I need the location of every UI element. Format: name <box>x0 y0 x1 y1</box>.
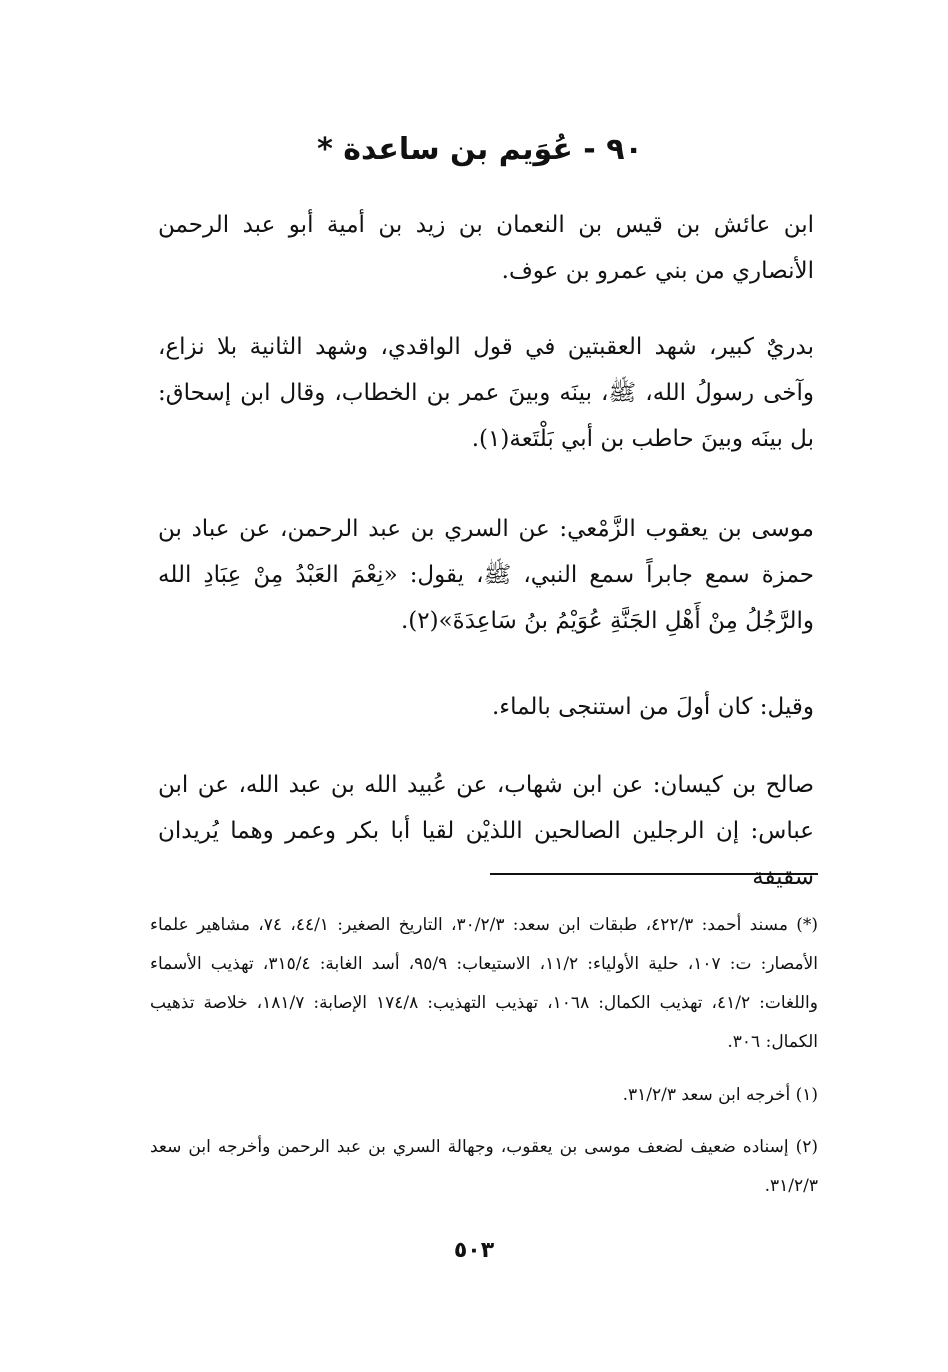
footnote-1: (١) أخرجه ابن سعد ٣١/٢/٣. <box>622 1085 818 1105</box>
footnote-sources: (*) مسند أحمد: ٤٢٢/٣، طبقات ابن سعد: ٣٠/٢/٣، التاريخ الصغير: ٤٤/١، ٧٤، مشاهير علماء الأمصار: ت: ١٠٧، حلية الأولياء: ١١/٢، الاستيعاب: ٩٥/٩، أسد الغابة: ٣١٥/٤، تهذيب الأسماء واللغات: ٤١/٢، تهذيب الكمال: ١٠٦٨، تهذيب التهذيب: ١٧٤/٨ الإصابة: ١٨١/٧، خلاصة تذهيب الكمال: ٣٠٦. <box>150 915 819 1052</box>
page-number: ٥٠٣ <box>453 1238 495 1263</box>
narration-paragraph: صالح بن كيسان: عن ابن شهاب، عن عُبيد الله بن عبد الله، عن ابن عباس: إن الرجلين الصالحين اللذيْن لقيا أبا بكر وعمر وهما يُريدان سقيفة <box>158 772 814 890</box>
footnote-2: (٢) إسناده ضعيف لضعف موسى بن يعقوب، وجهالة السري بن عبد الرحمن وأخرجه ابن سعد ٣١/٢/٣. <box>150 1137 818 1196</box>
footnote-divider <box>490 873 818 875</box>
note-paragraph: وقيل: كان أولَ من استنجى بالماء. <box>491 694 814 720</box>
entry-title: ٩٠ - عُوَيم بن ساعدة * <box>317 132 643 167</box>
biography-paragraph: بدريٌ كبير، شهد العقبتين في قول الواقدي، وشهد الثانية بلا نزاع، وآخى رسولُ الله، ﷺ، بينَه وبينَ عمر بن الخطاب، وقال ابن إسحاق: بل بينَه وبينَ حاطب بن أبي بَلْتَعة(١). <box>158 334 814 452</box>
hadith-paragraph: موسى بن يعقوب الزَّمْعي: عن السري بن عبد الرحمن، عن عباد بن حمزة سمع جابراً سمع النبي، ﷺ، يقول: «نِعْمَ العَبْدُ مِنْ عِبَادِ الله والرَّجُلُ مِنْ أَهْلِ الجَنَّةِ عُوَيْمُ بنُ سَاعِدَةَ»(٢). <box>158 516 814 634</box>
lineage-paragraph: ابن عائش بن قيس بن النعمان بن زيد بن أمية أبو عبد الرحمن الأنصاري من بني عمرو بن عوف. <box>158 212 814 284</box>
